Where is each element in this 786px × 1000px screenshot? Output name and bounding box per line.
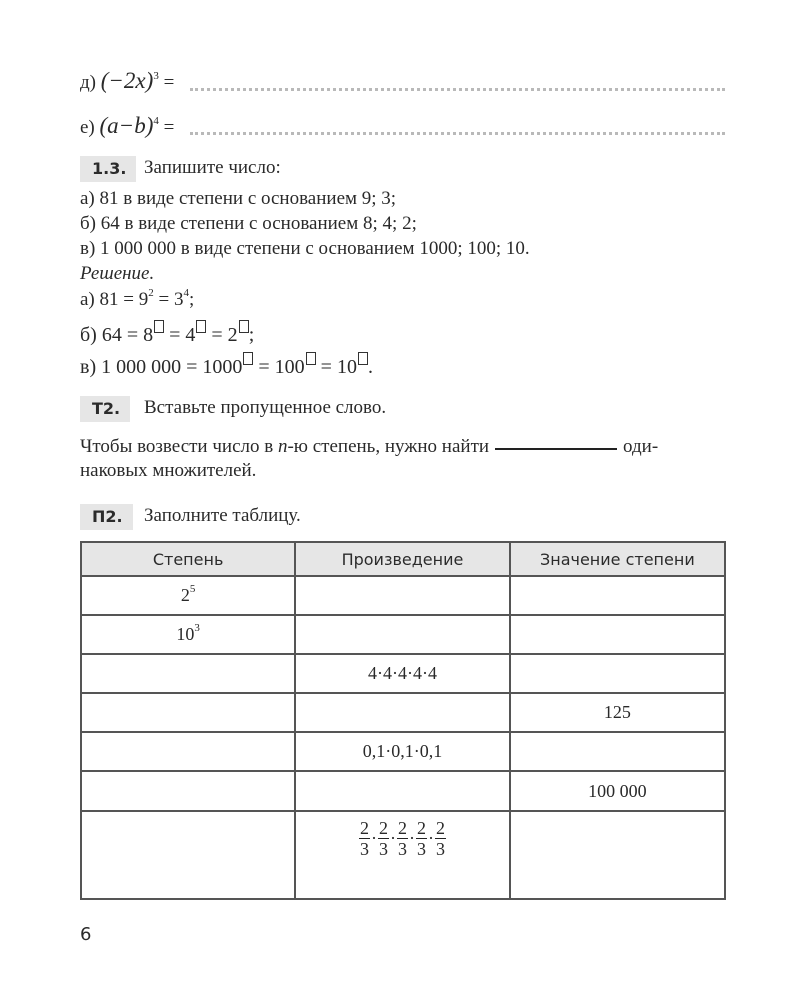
cell-value[interactable]	[510, 576, 725, 615]
solution-a-end: ;	[188, 289, 195, 310]
multiply-dot: ·	[370, 828, 377, 848]
fraction-numerator: 2	[359, 818, 369, 838]
cell-value: 100 000	[510, 771, 725, 811]
solution-v-part1: 1 000 000 = 1000	[101, 356, 243, 378]
exponent-input-box[interactable]	[239, 320, 249, 333]
solution-v-end: .	[367, 356, 373, 378]
solution-a-label: а)	[80, 289, 95, 310]
task-p2-title: Заполните таблицу.	[144, 505, 301, 526]
cell-power	[81, 576, 295, 615]
fraction-numerator: 2	[378, 818, 388, 838]
cell-value[interactable]	[510, 732, 725, 771]
exercise-e-exp: 4	[153, 115, 159, 127]
task-number-1-3: 1.3.	[80, 156, 136, 182]
table-row	[81, 615, 725, 654]
power-exp: 5	[189, 583, 196, 595]
fraction-numerator: 2	[397, 818, 407, 838]
powers-table	[80, 541, 726, 900]
cell-product[interactable]	[295, 576, 510, 615]
multiply-dot: ·	[427, 828, 434, 848]
solution-v-part2: = 100	[253, 356, 305, 378]
table-row	[81, 732, 725, 771]
fraction-denominator: 3	[359, 839, 369, 859]
exponent-input-box[interactable]	[196, 320, 206, 333]
cell-value[interactable]	[510, 811, 725, 899]
exponent-input-box[interactable]	[243, 352, 253, 365]
cell-product[interactable]	[295, 615, 510, 654]
solution-v-label: в)	[80, 356, 97, 378]
task-1-3-item-v: в) 1 000 000 в виде степени с основанием 1000; 100; 10.	[80, 238, 530, 259]
exercise-d-exp: 3	[153, 70, 159, 82]
fraction-denominator: 3	[435, 839, 445, 859]
table-row	[81, 693, 725, 732]
solution-a-part1: 81 = 9	[99, 289, 149, 310]
task-1-3-item-a: а) 81 в виде степени с основанием 9; 3;	[80, 188, 397, 209]
cell-value: 125	[510, 693, 725, 732]
task-number-p2: П2.	[80, 504, 133, 530]
fraction-numerator: 2	[435, 818, 445, 838]
solution-b	[80, 320, 254, 347]
task-1-3-title: Запишите число:	[144, 157, 281, 178]
multiply-dot: ·	[408, 828, 415, 848]
missing-word-blank[interactable]	[495, 448, 617, 450]
header-value: Значение степени	[510, 542, 725, 576]
header-product: Произведение	[295, 542, 510, 576]
fraction	[416, 818, 427, 859]
solution-v	[80, 352, 373, 379]
solution-a	[80, 289, 194, 311]
cell-power[interactable]	[81, 693, 295, 732]
multiply-dot: ·	[389, 828, 396, 848]
cell-value[interactable]	[510, 654, 725, 693]
solution-a-exp2: 4	[183, 287, 189, 299]
exercise-d	[80, 68, 174, 94]
fraction-denominator: 3	[397, 839, 407, 859]
power-base: 10	[176, 624, 195, 644]
answer-line-d[interactable]	[190, 88, 725, 91]
solution-b-part2: = 4	[164, 324, 196, 346]
cell-value[interactable]	[510, 615, 725, 654]
solution-a-exp1: 2	[148, 287, 154, 299]
sentence-part3: оди-	[623, 436, 659, 457]
cell-power[interactable]	[81, 732, 295, 771]
exponent-input-box[interactable]	[358, 352, 368, 365]
cell-power[interactable]	[81, 654, 295, 693]
exercise-e	[80, 113, 174, 139]
power-base: 2	[180, 585, 190, 605]
task-t2-title: Вставьте пропущенное слово.	[144, 397, 387, 418]
exercise-e-label: е)	[80, 117, 95, 138]
fraction-denominator: 3	[416, 839, 426, 859]
table-row	[81, 576, 725, 615]
cell-product: 0,1·0,1·0,1	[295, 732, 510, 771]
solution-v-part3: = 10	[315, 356, 357, 378]
solution-label: Решение.	[80, 263, 155, 284]
exercise-e-base: (a−b)	[99, 113, 154, 138]
exponent-input-box[interactable]	[154, 320, 164, 333]
power-exp: 3	[194, 622, 200, 634]
cell-power[interactable]	[81, 771, 295, 811]
page-number: 6	[80, 924, 92, 945]
sentence-part2: -ю степень, нужно найти	[287, 436, 490, 457]
solution-b-part1: 64 = 8	[101, 324, 154, 346]
cell-product	[295, 811, 510, 899]
fraction	[435, 818, 446, 859]
exercise-d-base: (−2x)	[100, 68, 154, 93]
table-header-row	[81, 542, 725, 576]
cell-product[interactable]	[295, 693, 510, 732]
cell-product[interactable]	[295, 771, 510, 811]
fraction-numerator: 2	[416, 818, 426, 838]
table-row	[81, 654, 725, 693]
task-1-3-item-b: б) 64 в виде степени с основанием 8; 4; 2;	[80, 213, 417, 234]
solution-b-part3: = 2	[206, 324, 238, 346]
fraction-product	[359, 818, 446, 859]
fraction-denominator: 3	[378, 839, 388, 859]
answer-line-e[interactable]	[190, 132, 725, 135]
exercise-d-eq: =	[163, 72, 175, 93]
task-number-t2: Т2.	[80, 396, 130, 422]
cell-power[interactable]	[81, 811, 295, 899]
exponent-input-box[interactable]	[306, 352, 316, 365]
fraction	[397, 818, 408, 859]
cell-power	[81, 615, 295, 654]
task-t2-sentence-line2: наковых множителей.	[80, 460, 257, 481]
fraction	[359, 818, 370, 859]
exercise-d-label: д)	[80, 72, 96, 93]
solution-b-end: ;	[248, 324, 255, 346]
exercise-e-eq: =	[163, 117, 175, 138]
table-row	[81, 771, 725, 811]
solution-a-part2: = 3	[153, 289, 184, 310]
cell-product: 4·4·4·4·4	[295, 654, 510, 693]
header-power: Степень	[81, 542, 295, 576]
task-t2-sentence	[80, 436, 658, 458]
solution-b-label: б)	[80, 324, 97, 346]
table-row	[81, 811, 725, 899]
sentence-part1: Чтобы возвести число в	[80, 436, 278, 457]
sentence-variable: n	[277, 436, 288, 457]
fraction	[378, 818, 389, 859]
